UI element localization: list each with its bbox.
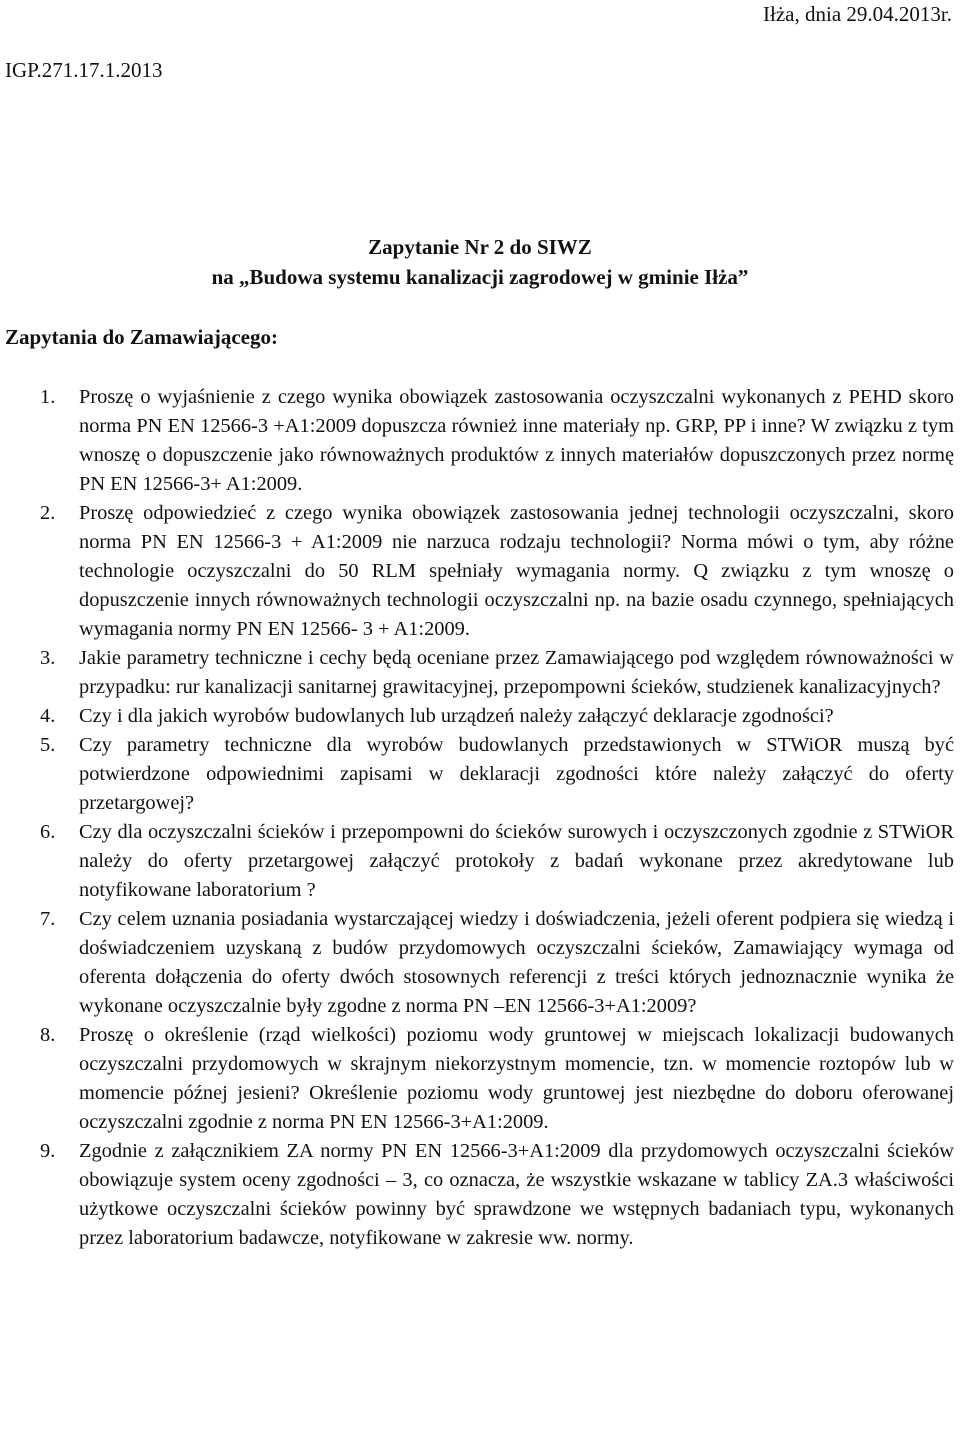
title-line-1: Zapytanie Nr 2 do SIWZ [368, 235, 592, 259]
question-text: Czy i dla jakich wyrobów budowlanych lub urządzeń należy załączyć deklaracje zgodności? [79, 705, 834, 727]
document-title [0, 232, 960, 292]
title-line-2: na „Budowa systemu kanalizacji zagrodowej w gminie Iłża” [211, 265, 749, 289]
question-text: Proszę o określenie (rząd wielkości) poziomu wody gruntowej w miejscach lokalizacji budowanych oczyszczalni przydomowych w skrajnym niekorzystnym momencie, tzn. w momencie roztopów lub w momencie późnej jesieni? Określenie poziomu wody gruntowej jest niezbędne do doboru oferowanej oczyszczalni zgodnie z norma PN EN 12566-3+A1:2009. [79, 1024, 954, 1133]
question-number: 3. [40, 647, 56, 669]
question-number: 9. [40, 1140, 56, 1162]
question-text: Czy dla oczyszczalni ścieków i przepompowni do ścieków surowych i oczyszczonych zgodnie z STWiOR należy do oferty przetargowej załączyć protokoły z badań wykonane przez akredytowane lub notyfikowane laboratorium ? [79, 821, 954, 901]
date-line: Iłża, dnia 29.04.2013r. [763, 2, 952, 26]
question-item [8, 905, 954, 1021]
question-text: Czy parametry techniczne dla wyrobów budowlanych przedstawionych w STWiOR muszą być potwierdzone odpowiednimi zapisami w deklaracji zgodności które należy załączyć do oferty przetargowej? [79, 734, 954, 814]
question-number: 7. [40, 908, 56, 930]
question-number: 4. [40, 705, 56, 727]
question-number: 5. [40, 734, 56, 756]
question-number: 6. [40, 821, 56, 843]
question-number: 8. [40, 1024, 56, 1046]
question-item [8, 702, 954, 731]
question-item [8, 644, 954, 702]
question-item [8, 731, 954, 818]
question-text: Proszę o wyjaśnienie z czego wynika obowiązek zastosowania oczyszczalni wykonanych z PEHD skoro norma PN EN 12566-3 +A1:2009 dopuszcza również inne materiały np. GRP, PP i inne? W związku z tym wnoszę o dopuszczenie jako równoważnych produktów z innych materiałów dopuszczonych przez normę PN EN 12566-3+ A1:2009. [79, 386, 954, 495]
question-number: 2. [40, 502, 56, 524]
question-number: 1. [40, 386, 56, 408]
question-text: Zgodnie z załącznikiem ZA normy PN EN 12566-3+A1:2009 dla przydomowych oczyszczalni ścieków obowiązuje system oceny zgodności – 3, co oznacza, że wszystkie wskazane w tablicy ZA.3 właściwości użytkowe oczyszczalni ścieków powinny być sprawdzone we wstępnych badaniach typu, wykonanych przez laboratorium badawcze, notyfikowane w zakresie ww. normy. [79, 1140, 954, 1249]
question-item [8, 818, 954, 905]
question-item [8, 383, 954, 499]
question-text: Proszę odpowiedzieć z czego wynika obowiązek zastosowania jednej technologii oczyszczalni, skoro norma PN EN 12566-3 + A1:2009 nie narzuca rodzaju technologii? Norma mówi o tym, aby różne technologie oczyszczalni do 50 RLM spełniały wymagania normy. Q związku z tym wnoszę o dopuszczenie innych równoważnych technologii oczyszczalni np. na bazie osadu czynnego, spełniających wymagania normy PN EN 12566- 3 + A1:2009. [79, 502, 954, 640]
questions-list [8, 383, 954, 1253]
section-heading: Zapytania do Zamawiającego: [5, 325, 278, 349]
question-text: Jakie parametry techniczne i cechy będą oceniane przez Zamawiającego pod względem równoważności w przypadku: rur kanalizacji sanitarnej grawitacyjnej, przepompowni ścieków, studzienek kanalizacyjnych? [79, 647, 954, 698]
question-item [8, 499, 954, 644]
question-item [8, 1137, 954, 1253]
question-item [8, 1021, 954, 1137]
question-text: Czy celem uznania posiadania wystarczającej wiedzy i doświadczenia, jeżeli oferent podpiera się wiedzą i doświadczeniem uzyskaną z budów przydomowych oczyszczalni ścieków, Zamawiający wymaga od oferenta dołączenia do oferty dwóch stosownych referencji z treści których jednoznacznie wynika że wykonane oczyszczalnie były zgodne z norma PN –EN 12566-3+A1:2009? [79, 908, 954, 1017]
reference-number: IGP.271.17.1.2013 [5, 58, 163, 82]
